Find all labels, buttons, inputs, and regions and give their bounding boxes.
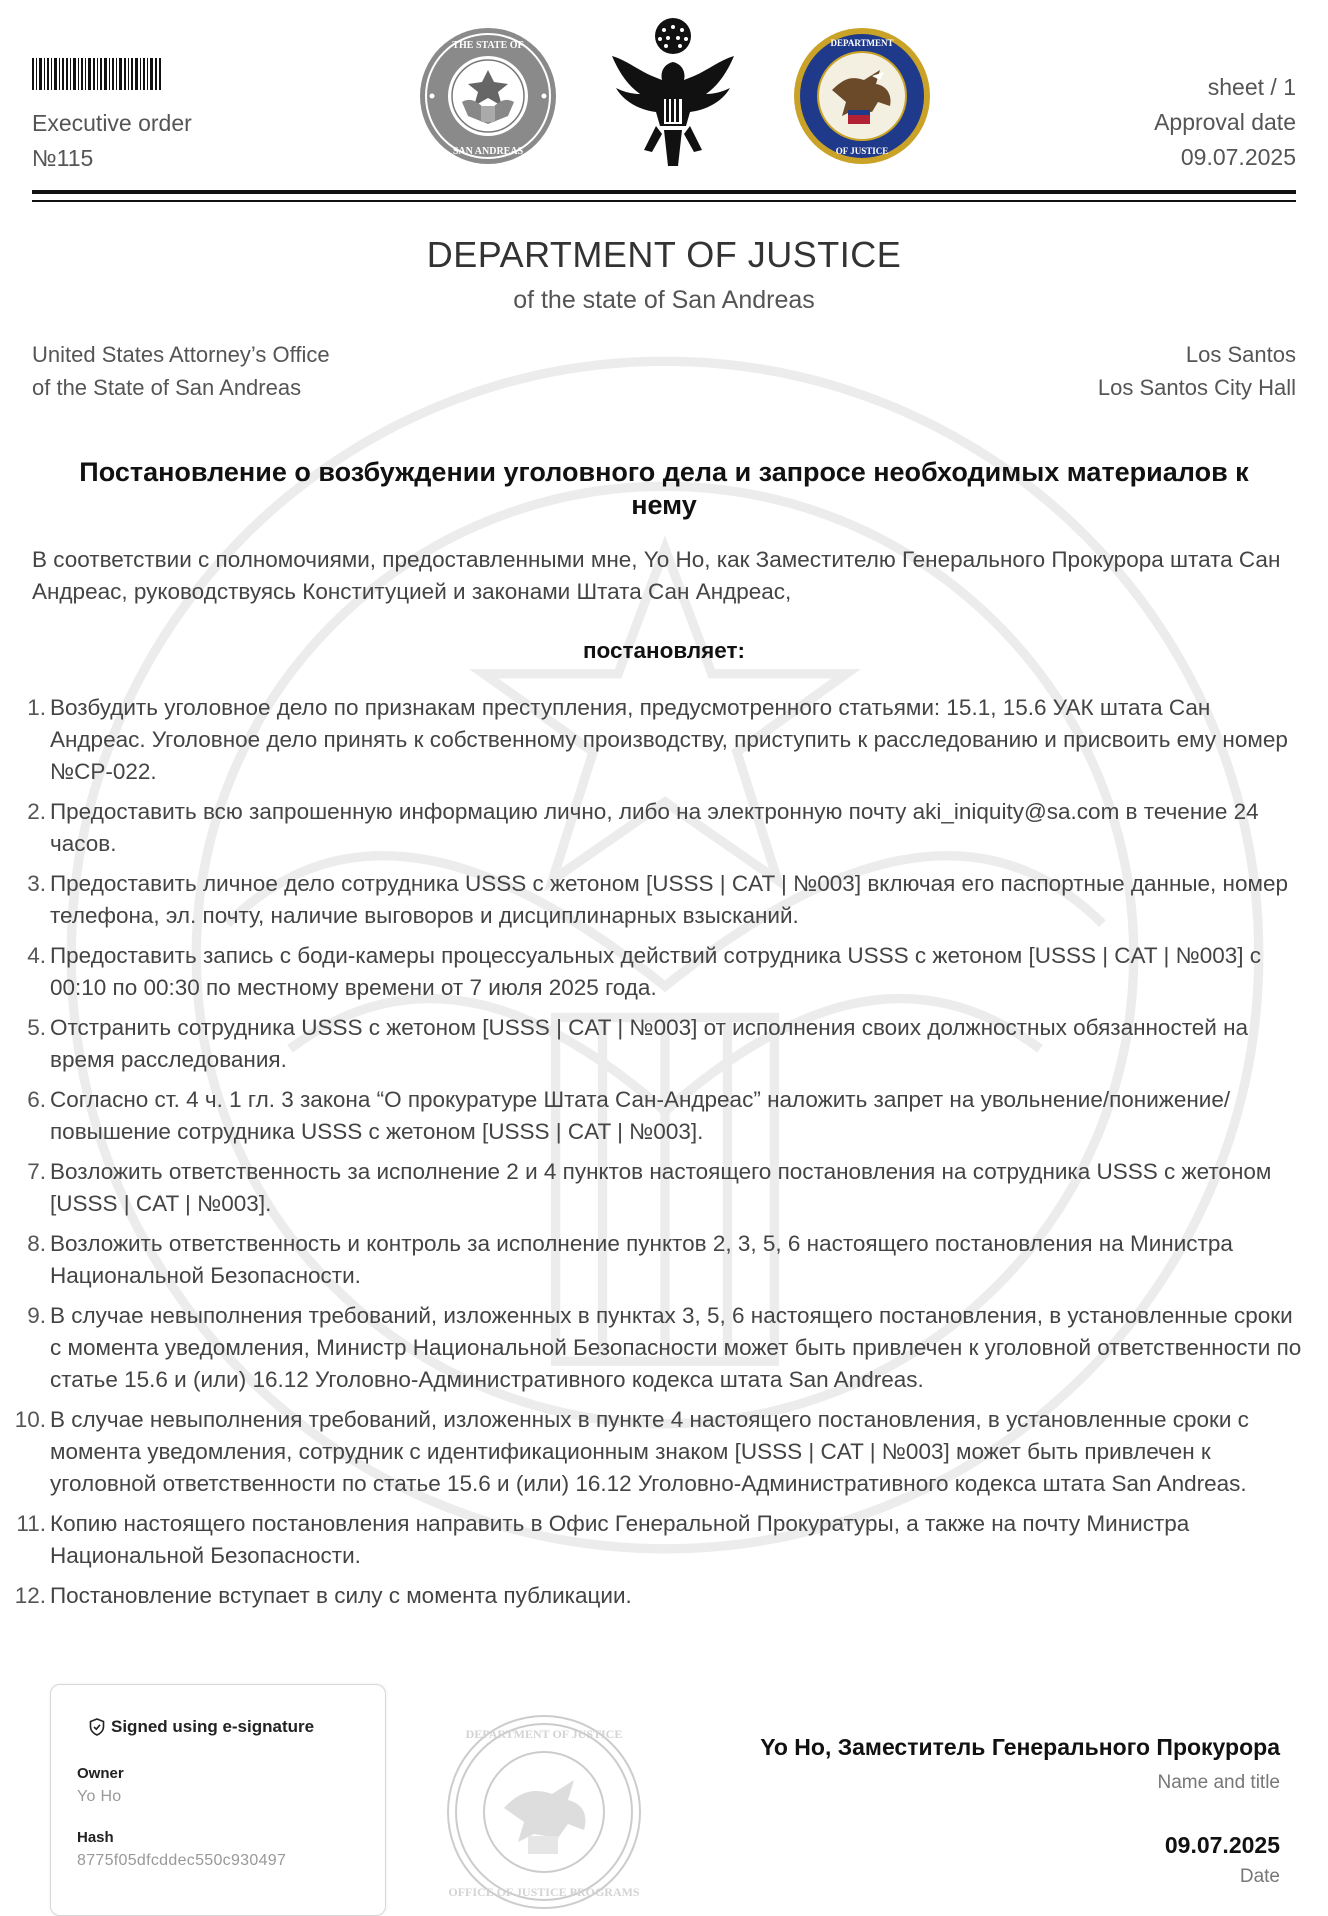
header-rule-thin: [32, 200, 1296, 202]
decree-item-number: 8.: [27, 1231, 46, 1256]
svg-text:THE STATE OF: THE STATE OF: [452, 40, 524, 51]
decree-item-text: Возбудить уголовное дело по признакам преступления, предусмотренного статьями: 15.1, 15.6 УАК штата Сан Андреас. Уголовное дело принять к собственному производству, приступить к расследованию и присвоить ему номер №CP-022.: [50, 695, 1288, 784]
decree-item: [0, 692, 1310, 788]
decree-item-number: 10.: [14, 1407, 46, 1432]
decree-item-text: Возложить ответственность и контроль за исполнение пунктов 2, 3, 5, 6 настоящего постановления на Министра Национальной Безопасности.: [50, 1231, 1233, 1288]
signature-date: 09.07.2025: [1164, 1832, 1280, 1858]
e-signature-title: Signed using e-signature: [111, 1717, 315, 1736]
decree-item: [0, 1404, 1310, 1500]
signer-caption: Name and title: [1157, 1772, 1280, 1793]
header-rule-thick: [32, 190, 1296, 194]
owner-value: Yo Ho: [77, 1788, 122, 1805]
sheet-number: sheet / 1: [1207, 74, 1296, 100]
decree-item-number: 11.: [16, 1511, 46, 1536]
owner-label: Owner: [77, 1765, 124, 1782]
order-meta: [32, 106, 192, 176]
decree-item: [0, 1012, 1310, 1076]
svg-text:SAN ANDREAS: SAN ANDREAS: [452, 146, 524, 157]
decree-item-text: Отстранить сотрудника USSS с жетоном [USSS | CAT | №003] от исполнения своих должностных обязанностей на время расследования.: [50, 1015, 1249, 1072]
doj-seal-icon: [792, 26, 932, 166]
location-line-2: Los Santos City Hall: [1097, 375, 1296, 400]
e-signature-header: [89, 1717, 314, 1737]
eagle-emblem-icon: [604, 14, 742, 170]
decree-item: [0, 1084, 1310, 1148]
approval-meta: [1154, 70, 1296, 175]
decree-items-list: [0, 692, 1310, 1620]
decree-item-text: Согласно ст. 4 ч. 1 гл. 3 закона “О прокуратуре Штата Сан-Андреас” наложить запрет на увольнение/понижение/повышение сотрудника USSS с жетоном [USSS | CAT | №003].: [50, 1087, 1231, 1144]
decree-item-number: 4.: [27, 943, 46, 968]
decree-item: [0, 796, 1310, 860]
barcode-icon: [32, 58, 162, 90]
decree-item-number: 2.: [27, 799, 46, 824]
decree-item-text: В случае невыполнения требований, изложенных в пункте 4 настоящего постановления, в установленные сроки с момента уведомления, сотрудник с идентификационным знаком [USSS | CAT | №003] может быть привлечен к уголовной ответственности по статье 15.6 и (или) 16.12 Уголовно-Административного кодекса штата San Andreas.: [50, 1407, 1249, 1496]
signer-name: Yo Ho, Заместитель Генерального Прокурора: [760, 1734, 1280, 1760]
decree-item: [0, 1156, 1310, 1220]
decree-item-number: 9.: [27, 1303, 46, 1328]
e-signature-card: [50, 1684, 386, 1916]
decree-item-text: Предоставить запись с боди-камеры процессуальных действий сотрудника USSS с жетоном [USSS | CAT | №003] с 00:10 по 00:30 по местному времени от 7 июля 2025 года.: [50, 943, 1262, 1000]
decree-item-number: 1.: [27, 695, 46, 720]
decree-item-text: Предоставить личное дело сотрудника USSS с жетоном [USSS | CAT | №003] включая его паспортные данные, номер телефона, эл. почту, наличие выговоров и дисциплинарных взысканий.: [50, 871, 1288, 928]
department-title: DEPARTMENT OF JUSTICE: [426, 234, 902, 275]
decree-item-text: В случае невыполнения требований, изложенных в пунктах 3, 5, 6 настоящего постановления, в установленные сроки с момента уведомления, Министр Национальной Безопасности может быть привлечен к уголовной ответственности по статье 15.6 и (или) 16.12 Уголовно-Административного кодекса штата San Andreas.: [50, 1303, 1302, 1392]
decree-item: [0, 1300, 1310, 1396]
decree-item: [0, 1228, 1310, 1292]
decree-item-number: 5.: [27, 1015, 46, 1040]
office-line-2: of the State of San Andreas: [32, 375, 302, 400]
decree-item-number: 6.: [27, 1087, 46, 1112]
decree-item-text: Копию настоящего постановления направить в Офис Генеральной Прокуратуры, а также на почту Министра Национальной Безопасности.: [50, 1511, 1190, 1568]
state-seal-icon: [418, 26, 558, 166]
location-line-1: Los Santos: [1185, 342, 1296, 367]
decree-item-number: 7.: [27, 1159, 46, 1184]
doc-number: №115: [32, 145, 94, 171]
decree-item-number: 12.: [14, 1583, 46, 1608]
decree-item: [0, 868, 1310, 932]
hash-label: Hash: [77, 1829, 114, 1846]
svg-text:DEPARTMENT: DEPARTMENT: [830, 38, 894, 48]
doc-type: Executive order: [32, 110, 192, 136]
svg-text:DEPARTMENT OF JUSTICE: DEPARTMENT OF JUSTICE: [465, 1727, 623, 1741]
decree-item: [0, 1508, 1310, 1572]
preamble-text: В соответствии с полномочиями, предоставленными мне, Yo Ho, как Заместителю Генерального Прокурора штата Сан Андреас, руководствуясь Конституцией и законами Штата Сан Андреас,: [32, 547, 1281, 604]
office-name: [32, 338, 330, 404]
decree-item: [0, 940, 1310, 1004]
decree-item: [0, 1580, 1310, 1612]
decree-item-number: 3.: [27, 871, 46, 896]
doj-stamp-icon: [444, 1712, 644, 1912]
approval-label: Approval date: [1154, 109, 1296, 135]
date-caption: Date: [1239, 1866, 1280, 1887]
approval-date: 09.07.2025: [1180, 144, 1296, 170]
shield-check-icon: [89, 1718, 105, 1736]
svg-text:OF JUSTICE: OF JUSTICE: [835, 146, 889, 156]
office-location: [1098, 338, 1296, 404]
decree-item-text: Постановление вступает в силу с момента публикации.: [50, 1583, 632, 1608]
hash-value: 8775f05dfcddec550c930497: [77, 1852, 287, 1869]
department-subtitle: of the state of San Andreas: [513, 286, 815, 314]
decree-item-text: Возложить ответственность за исполнение 2 и 4 пунктов настоящего постановления на сотрудника USSS с жетоном [USSS | CAT | №003].: [50, 1159, 1272, 1216]
office-line-1: United States Attorney’s Office: [32, 342, 330, 367]
decree-item-text: Предоставить всю запрошенную информацию лично, либо на электронную почту aki_iniquity@sa.com в течение 24 часов.: [50, 799, 1259, 856]
document-title: Постановление о возбуждении уголовного дела и запросе необходимых материалов к нему: [79, 457, 1249, 520]
decrees-heading: постановляет:: [582, 638, 746, 663]
svg-text:OFFICE OF JUSTICE PROGRAMS: OFFICE OF JUSTICE PROGRAMS: [448, 1885, 640, 1899]
